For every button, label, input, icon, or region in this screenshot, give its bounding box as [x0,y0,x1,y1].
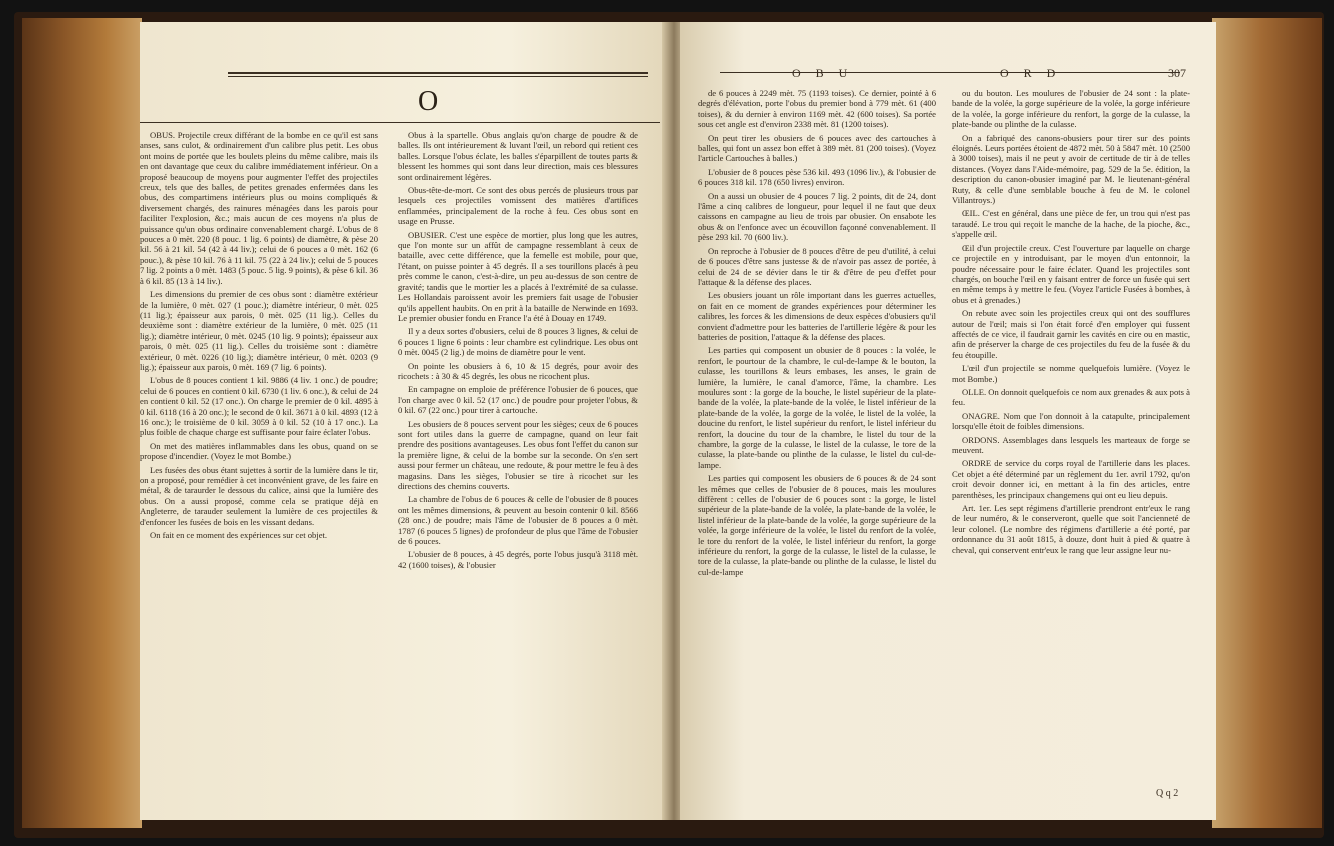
header-rule [228,72,648,74]
paragraph: Les obusiers de 8 pouces servent pour les sièges; ceux de 6 pouces sont fort utiles dans la guerre de campagne, quand on leur fait prendre des positions avantageuses. Les obus font l'effet du canon sur la première ligne, & celui de la bombe sur la seconde. On s'en sert aussi pour fermer un château, une redoute, & pour mettre le feu à des magasins. Dans les sièges, l'obusier se tire à ricochet sur les directions des chemins couverts. [398,418,638,491]
running-head-right: O R D [1000,66,1062,80]
left-column-1 [140,130,378,820]
header-rule-thin [228,76,648,77]
paragraph: OBUS. Projectile creux différant de la bombe en ce qu'il est sans anses, sans culot, & ordinairement d'un calibre plus petit. Les obus ont moins de portée que les boulets pleins du même calibre, mais ils en ont davantage que ceux du calibre immédiatement inférieur. On a proposé beaucoup de moyens pour augmenter l'effet des projectiles creux, tels que des balles, de petites grenades enfermées dans les obus, des compartimens intérieurs plus ou moins compliqués & diversement chargés, des rainures ménagées dans les parois pour faciliter l'explosion, &c.; mais aucun de ces moyens n'a plus de puissance qu'un obus ordinaire convenablement chargé. L'obus de 8 pouces a 0 mèt. 220 (8 pouc. 1 lig. 6 points) de diamètre, & pèse 20 kil. 56 à 21 kil. 54 (42 à 44 liv.); celui de 6 pouces a 0 mèt. 162 (6 pouc.), & pèse 10 kil. 76 à 11 kil. 75 (22 à 24 liv.); celui de 5 pouces 7 lig. 2 points a 0 mèt. 1483 (5 pouc. 5 lig. 9 points), & pèse 6 kil. 36 à 6 kil. 85 (13 à 14 liv.). [140,130,378,286]
left-page-edges [22,18,142,828]
paragraph: Il y a deux sortes d'obusiers, celui de 8 pouces 3 lignes, & celui de 6 pouces 1 ligne 6 points : leur chambre est cylindrique. Les obus ont 0 mèt. 0045 (2 lig.) de moins de diamètre pour le vent. [398,326,638,358]
paragraph: On peut tirer les obusiers de 6 pouces avec des cartouches à balles, qui font un assez bon effet à 389 mèt. 81 (200 toises). (Voyez l'article Cartouches à balles.) [698,132,936,164]
paragraph: ONAGRE. Nom que l'on donnoit à la catapulte, principalement lorsqu'elle étoit de foibles dimensions. [952,410,1190,432]
header-rule [720,72,1180,73]
signature-mark: Q q 2 [1156,788,1179,799]
paragraph: Les fusées des obus étant sujettes à sortir de la lumière dans le tir, on a proposé, pour remédier à cet inconvénient grave, de les faire en métal, & de taraurder le dessous du calice, ainsi que la lumière des obus. On a aussi proposé, comme cela se pratique déjà en Angleterre, de tarauder seulement la lumière de ces projectiles & d'enfoncer les fusées de bois en les vissant dedans. [140,464,378,527]
paragraph: Les obusiers jouant un rôle important dans les guerres actuelles, on fait en ce moment de grandes expériences pour déterminer les calibres, les forces & les dimensions de deux espèces d'obusiers qu'il convient d'admettre pour les batteries de l'artillerie légère & pour les batteries de position, l'attaque & la défense des places. [698,290,936,342]
paragraph: On a fabriqué des canons-obusiers pour tirer sur des points éloignés. Leurs portées étoient de 4872 mèt. 50 à 5847 mèt. 10 (2500 à 3000 toises), mais il ne peut y avoir de certitude de tir à de telles distances. (Voyez dans l'Aide-mémoire, pag. 529 de la 5e. édition, la description du canon-obusier imaginé par M. le lieutenant-général Ruty, & celle d'une semblable bouche à feu de M. le colonel Villantroys.) [952,132,1190,206]
paragraph: Les parties qui composent les obusiers de 6 pouces & de 24 sont les mêmes que celles de l'obusier de 8 pouces, mais les moulures diffèrent : celles de l'obusier de 6 pouces sont : la gorge, le listel supérieur de la plate-bande de la volée, la plate-bande de la volée, le listel inférieur de la plate-bande de la volée, la gorge supérieure de la volée, la gorge inférieure de la volée, le listel du renfort de la volée, le tore du renfort de la volée, le listel inférieur du renfort, la gorge inférieure du renfort, la gorge de la culasse, le listel de la culasse, le tore de la culasse, la plate-bande ou plinthe de la culasse, le listel du cul-de-lampe [698,473,936,577]
paragraph: ORDONS. Assemblages dans lesquels les marteaux de forge se meuvent. [952,434,1190,455]
paragraph: L'obusier de 8 pouces, à 45 degrés, porte l'obus jusqu'à 3118 mèt. 42 (1600 toises), & l'obusier [398,549,638,570]
paragraph: On a aussi un obusier de 4 pouces 7 lig. 2 points, dit de 24, dont l'âme a cinq calibres de longueur, pour lequel il ne faut que deux caissons en campagne au lieu de trois par obusier. On ensabote les obus & on l'enfonce avec un écouvillon façonné convenablement. Il pèse 293 kil. 70 (600 liv.). [698,190,936,243]
left-page [140,22,668,820]
paragraph: La chambre de l'obus de 6 pouces & celle de l'obusier de 8 pouces ont les mêmes dimensions, & peuvent au besoin contenir 0 kil. 8566 (28 onc.) de poudre; mais l'âme de l'obusier de 8 pouces a 0 mèt. 1787 (6 pouces 5 lignes) de profondeur de plus que l'âme de l'obusier de 6 pouces. [398,494,638,547]
paragraph: OBUSIER. C'est une espèce de mortier, plus long que les autres, que l'on monte sur un affût de campagne ressemblant à ceux de bataille, avec cette différence, que la femelle est mobile, pour que, l'étant, on puisse pointer à 45 degrés. Il a ses tourillons placés à peu près comme le canon, c'est-à-dire, un peu au-dessus de son centre de gravité; tandis que le mortier les a placés à l'extrémité de sa culasse. Les Hollandais paroissent avoir les premiers fait usage de l'obusier qu'ils appellent haubits. On en prit à la bataille de Nerwinde en 1693. Le premier obusier fondu en France l'a été à Douay en 1749. [398,229,638,323]
paragraph: OLLE. On donnoit quelquefois ce nom aux grenades & aux pots à feu. [952,386,1190,408]
paragraph: On fait en ce moment des expériences sur cet objet. [150,530,328,541]
paragraph: Les parties qui composent un obusier de 8 pouces : la volée, le renfort, le pourtour de la chambre, le cul-de-lampe & le bouton, la culasse, les tourillons & leurs embases, les anses, le grain de lumière, la lumière, le canal d'amorce, l'âme, la chambre. Les moulures sont : la gorge de la bouche, le listel supérieur de la plate-bande de la volée, la plate-bande de la volée, le listel inférieur de la plate-bande de la volée, la gorge de la volée, le listel de la volée, la doucine du renfort, le listel supérieur du renfort, le listel inférieur du renfort, la doucine du tour de la chambre, le listel du tour de la chambre, la gorge de la culasse, le listel de la culasse, le tore de la culasse, la plate-bande ou plinthe de la culasse, le listel du cul-de-lampe. [698,345,936,470]
paragraph: ou du bouton. Les moulures de l'obusier de 24 sont : la plate-bande de la volée, la gorge supérieure de la volée, la gorge inférieure de la volée, la gorge inférieure du renfort, la gorge de la culasse, la plate-bande ou plinthe de la culasse. [952,88,1190,130]
paragraph: Les dimensions du premier de ces obus sont : diamètre extérieur de la lumière, 0 mèt. 027 (1 pouc.); diamètre intérieur, 0 mèt. 025 (11 lig.); épaisseur aux parois, 0 mèt. 025 (11 lig.). Celles du deuxième sont : diamètre extérieur de la lumière, 0 mèt. 025 (11 lig.); diamètre intérieur, 0 mèt. 0245 (10 lig. 9 points); épaisseur aux parois, 0 mèt. 025 (11 lig.). Celles du troisième sont : diamètre extérieur, 0 mèt. 0226 (10 lig.); diamètre intérieur, 0 mèt. 0203 (9 lig.); épaisseur aux parois, 0 mèt. 169 (7 lig. 6 points). [140,289,378,372]
paragraph: On rebute avec soin les projectiles creux qui ont des soufflures autour de l'œil; mais si l'on était forcé d'en employer qui fussent affectés de ce vice, il faudrait garnir les cavités en cire ou en mastic, afin de préserver la charge de ces projectiles du feu de la fusée & du feu étoupille. [952,308,1190,360]
paragraph: Œil d'un projectile creux. C'est l'ouverture par laquelle on charge ce projectile en y introduisant, par le moyen d'un entonnoir, la poudre nécessaire pour le faire éclater. Quand les projectiles sont chargés, on bouche l'œil en y faisant entrer de force un fusée qui sert en même temps à y mettre le feu. (Voyez l'article Fusées à bombes, à obus et à grenades.) [952,242,1190,305]
paragraph: Obus à la spartelle. Obus anglais qu'on charge de poudre & de balles. Ils ont intérieurement & luvant l'œil, un rebord qui retient ces balles. Lorsque l'obus éclate, les balles s'éparpillent de toutes parts & blessent les hommes qui sont dans leur direction, mais ces blessures sont ordinairement légères. [398,130,638,182]
page-number: 307 [1168,66,1186,80]
running-head-left: O B U [792,66,854,80]
right-page-edges [1212,18,1322,828]
section-letter: O [418,86,439,117]
paragraph: de 6 pouces à 2249 mèt. 75 (1193 toises). Ce dernier, pointé à 6 degrés d'élévation, porte l'obus du premier bond à 779 mèt. 61 (400 toises), & du dernier à environ 1169 mèt. 42 (600 toises). Sa portée sous cet angle est d'environ 2338 mèt. 81 (1200 toises). [698,88,936,130]
paragraph: On met des matières inflammables dans les obus, quand on se propose d'incendier. (Voyez le mot Bombe.) [140,440,378,462]
paragraph: L'obusier de 8 pouces pèse 536 kil. 493 (1096 liv.), & l'obusier de 6 pouces 318 kil. 178 (650 livres) environ. [698,166,936,188]
right-column-2 [952,88,1190,788]
paragraph: ŒIL. C'est en général, dans une pièce de fer, un trou qui n'est pas taraudé. Le trou qui reçoit le manche de la hache, de la pioche, &c., s'appelle œil. [952,208,1190,240]
section-rule [140,122,660,123]
left-column-2 [398,130,638,820]
paragraph: L'obus de 8 pouces contient 1 kil. 9886 (4 liv. 1 onc.) de poudre; celui de 6 pouces en contient 0 kil. 6730 (1 liv. 6 onc.), & celui de 24 en contient 0 kil. 52 (17 onc.). On charge le premier de 0 kil. 4895 à 0 kil. 6118 (16 à 20 onc.); le second de 0 kil. 3671 à 0 kil. 4893 (12 à 16 onc.); le troisième de 0 kil. 3059 à 0 kil. 52 (10 à 17 onc.). La plus foible de chaque charge est suffisante pour faire éclater l'obus. [140,375,378,438]
right-column-1 [698,88,936,810]
paragraph: On pointe les obusiers à 6, 10 & 15 degrés, pour avoir des ricochets : à 30 & 45 degrés, les obus ne ricochent plus. [398,360,638,381]
paragraph: On reproche à l'obusier de 8 pouces d'être de peu d'utilité, à celui de 6 pouces d'être sans justesse & de n'avoir pas assez de portée, à celui de 24 de se dévier dans le tir & d'être de peu d'effet pour l'attaque & la défense des places. [698,245,936,287]
paragraph: L'œil d'un projectile se nomme quelquefois lumière. (Voyez le mot Bombe.) [952,363,1190,384]
paragraph: En campagne on emploie de préférence l'obusier de 6 pouces, que l'on charge avec 0 kil. 52 (17 onc.) de poudre pour projeter l'obus, & 0 kil. 67 (22 onc.) pour tirer à cartouche. [398,384,638,416]
paragraph: Obus-tête-de-mort. Ce sont des obus percés de plusieurs trous par lesquels ces projectiles vomissent des matières d'artifices enflammées, principalement de la roche à feu. Ces obus sont en usage en Prusse. [398,185,638,227]
paragraph: Art. 1er. Les sept régimens d'artillerie prendront entr'eux le rang de leur numéro, & le conserveront, quelle que soit l'ancienneté de leur colonel. (Le nombre des régimens d'artillerie a été porté, par ordonnance du 31 août 1815, à douze, dont huit à pied & quatre à cheval, qui conservent entr'eux le rang que leur assigne leur nu- [952,503,1190,555]
paragraph: ORDRE de service du corps royal de l'artillerie dans les places. Cet objet a été déterminé par un règlement du 1er. avril 1792, qu'on croit devoir donner ici, en mettant à la fin des articles, entre parenthèses, les principaux changemens qui ont eu lieu depuis. [952,458,1190,500]
right-page [680,22,1216,820]
